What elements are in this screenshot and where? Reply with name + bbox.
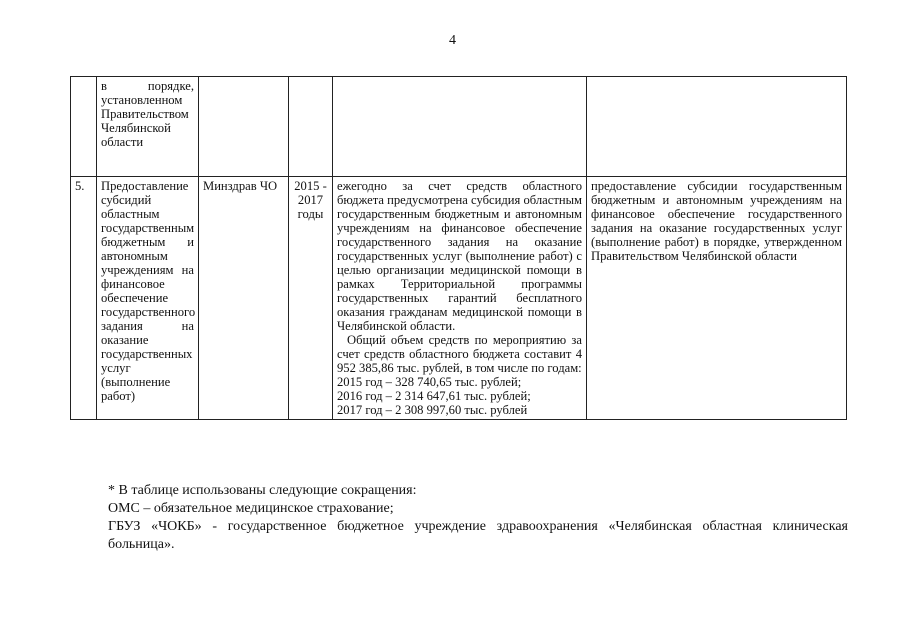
cell-num: 5. xyxy=(71,177,97,420)
description-year-2017: 2017 год – 2 308 997,60 тыс. рублей xyxy=(337,403,528,417)
footnote-gbuz: ГБУЗ «ЧОКБ» - государственное бюджетное учреждение здравоохранения «Челябинская областная клиническая больница». xyxy=(108,519,848,552)
description-text: ежегодно за счет средств областного бюджета предусмотрена субсидия областным государственным бюджетным и автономным учреждениям на финансовое обеспечение государственного задания на оказание государственных услуг (выполнение работ) с целью организации медицинской помощи в рамках Территориальной программы государственных гарантий бесплатного оказания гражданам медицинской помощи в Челябинской области. xyxy=(337,179,582,333)
cell-result: предоставление субсидии государственным бюджетным и автономным учреждениям на финансовое обеспечение государственного задания на оказание государственных услуг (выполнение работ) в порядке, утвержденном Правительством Челябинской области xyxy=(587,177,847,420)
measures-table xyxy=(70,76,847,420)
cell-period: 2015 - 2017 годы xyxy=(289,177,333,420)
table-row-5 xyxy=(71,177,847,420)
table-row-continuation xyxy=(71,77,847,177)
description-total: Общий объем средств по мероприятию за счет средств областного бюджета составит 4 952 385,86 тыс. рублей, в том числе по годам: xyxy=(337,333,582,375)
cell-executor-empty xyxy=(199,77,289,177)
cell-period-empty xyxy=(289,77,333,177)
cell-event-continuation: в порядке, установленном Правительством Челябинской области xyxy=(97,77,199,177)
cell-event: Предоставление субсидий областным государственным бюджетным и автономным учреждениям на финансовое обеспечение государственного задания на оказание государственных услуг (выполнение работ) xyxy=(97,177,199,420)
description-year-2015: 2015 год – 328 740,65 тыс. рублей; xyxy=(337,375,522,389)
page-number: 4 xyxy=(449,33,456,48)
footnote-oms: ОМС – обязательное медицинское страхование; xyxy=(108,501,394,516)
cell-num-empty xyxy=(71,77,97,177)
footnotes xyxy=(108,482,848,554)
cell-description-block xyxy=(333,177,587,420)
description-year-2016: 2016 год – 2 314 647,61 тыс. рублей; xyxy=(337,389,531,403)
footnote-intro: * В таблице использованы следующие сокращения: xyxy=(108,483,417,498)
cell-result-empty xyxy=(587,77,847,177)
cell-description-empty xyxy=(333,77,587,177)
cell-executor: Минздрав ЧО xyxy=(199,177,289,420)
